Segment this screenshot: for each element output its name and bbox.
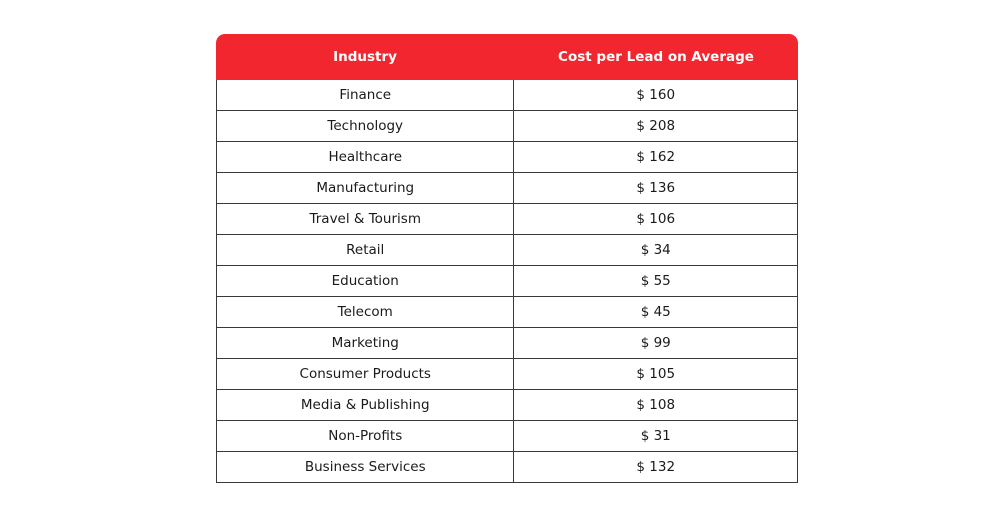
cost-cell: $ 34 (640, 242, 671, 258)
table-row (217, 173, 797, 204)
cost-cell: $ 106 (636, 211, 676, 227)
industry-cell: Marketing (217, 328, 514, 358)
header-cost-per-lead: Cost per Lead on Average (558, 49, 754, 65)
industry-cell: Media & Publishing (217, 390, 514, 420)
cost-cell: $ 208 (636, 118, 676, 134)
industry-cell: Travel & Tourism (217, 204, 514, 234)
table-row (217, 328, 797, 359)
cost-cell: $ 99 (640, 335, 671, 351)
cost-cell: $ 55 (640, 273, 671, 289)
industry-cell: Consumer Products (217, 359, 514, 389)
cost-cell: $ 160 (636, 87, 676, 103)
industry-cell: Retail (217, 235, 514, 265)
industry-cell: Telecom (217, 297, 514, 327)
cost-cell: $ 105 (636, 366, 676, 382)
table-row (217, 297, 797, 328)
cost-per-lead-table (216, 34, 798, 483)
table-row (217, 359, 797, 390)
table-row (217, 235, 797, 266)
industry-cell: Healthcare (217, 142, 514, 172)
industry-cell: Manufacturing (217, 173, 514, 203)
cost-cell: $ 108 (636, 397, 676, 413)
table-row (217, 111, 797, 142)
table-row (217, 390, 797, 421)
industry-cell: Education (217, 266, 514, 296)
table-row (217, 421, 797, 452)
industry-cell: Finance (217, 80, 514, 110)
table-row (217, 266, 797, 297)
cost-cell: $ 136 (636, 180, 676, 196)
table-row (217, 142, 797, 173)
header-industry: Industry (333, 49, 397, 65)
table-header (216, 34, 798, 80)
cost-cell: $ 45 (640, 304, 671, 320)
cost-cell: $ 162 (636, 149, 676, 165)
cost-cell: $ 31 (640, 428, 671, 444)
industry-cell: Business Services (217, 452, 514, 482)
table-body (216, 80, 798, 483)
industry-cell: Non-Profits (217, 421, 514, 451)
table-row (217, 80, 797, 111)
industry-cell: Technology (217, 111, 514, 141)
cost-cell: $ 132 (636, 459, 676, 475)
table-row (217, 452, 797, 483)
table-row (217, 204, 797, 235)
